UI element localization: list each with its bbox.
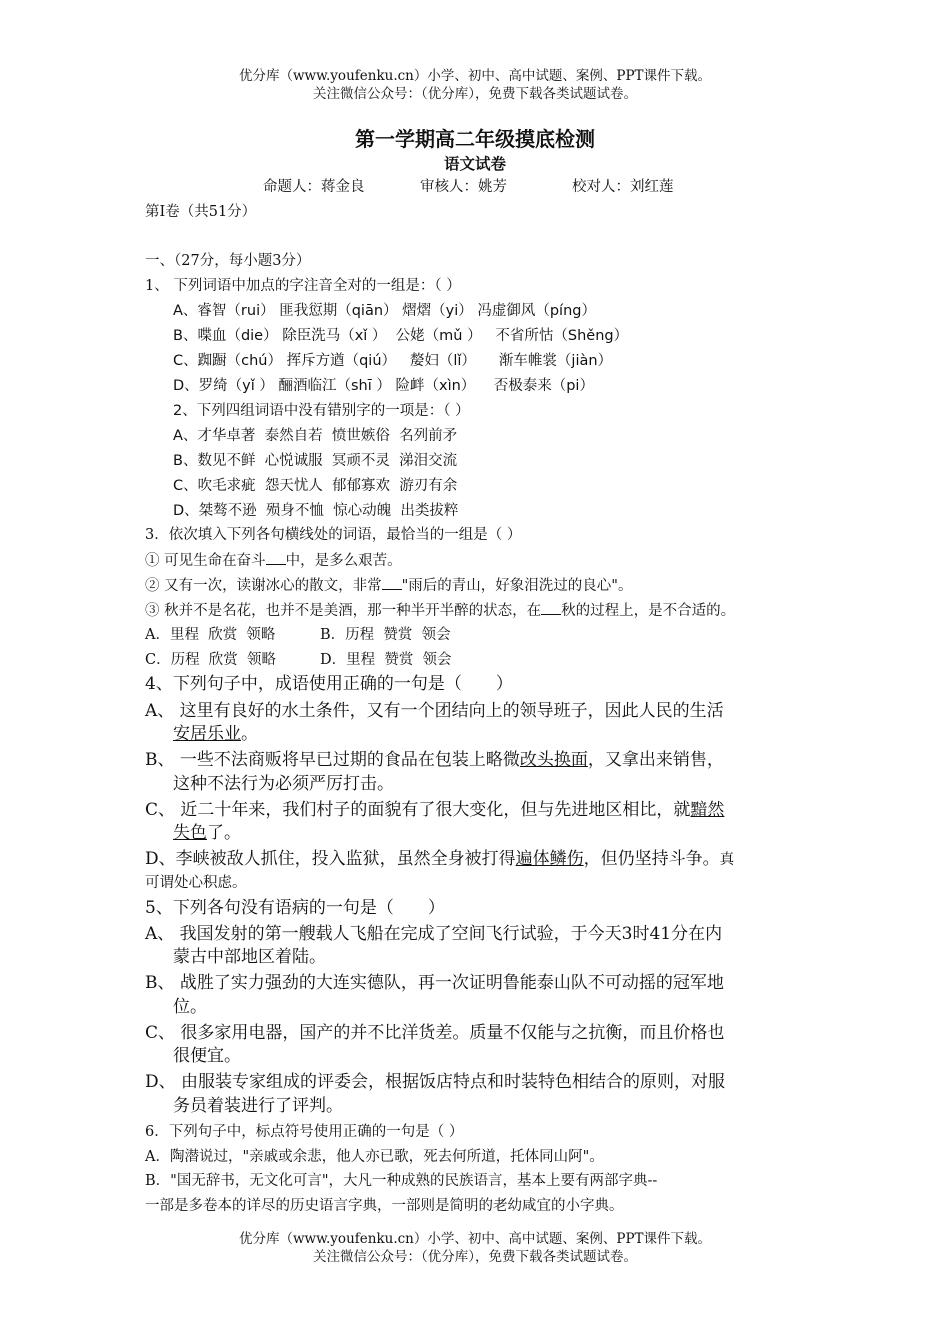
q4-c-end: 了。 bbox=[207, 823, 241, 843]
q5-option-a-line-1: A、 我国发射的第一艘载人飞船在完成了空间飞行试验，于今天3时41分在内 bbox=[145, 924, 723, 944]
q3-sentence-3 bbox=[145, 600, 735, 621]
q5-option-a-line-2: 蒙古中部地区着陆。 bbox=[173, 947, 326, 967]
q4-d-idiom: 遍体鳞伤 bbox=[515, 849, 584, 869]
q4-d-tail-1: 真 bbox=[719, 852, 735, 868]
proofreader: 校对人：刘红莲 bbox=[572, 179, 674, 195]
exam-title: 第一学期高二年级摸底检测 bbox=[355, 127, 595, 151]
q4-b-after: ，又拿出来销售， bbox=[587, 750, 724, 770]
q5-option-c-line-1: C、 很多家用电器，国产的并不比洋货差。质量不仅能与之抗衡，而且价格也 bbox=[145, 1023, 725, 1043]
q3-blank-1 bbox=[266, 550, 286, 565]
footer-line-2: 关注微信公众号：（优分库），免费下载各类试题试卷。 bbox=[313, 1249, 637, 1265]
header-line-2: 关注微信公众号：（优分库），免费下载各类试题试卷。 bbox=[313, 86, 637, 102]
q4-b-before: B、 一些不法商贩将早已过期的食品在包装上略微 bbox=[145, 750, 520, 770]
q3-s1-before: ① 可见生命在奋斗 bbox=[145, 553, 266, 569]
exam-subtitle: 语文试卷 bbox=[443, 154, 506, 173]
q3-s1-after: 中，是多么艰苦。 bbox=[285, 553, 402, 569]
footer-line-1: 优分库（www.youfenku.cn）小学、初中、高中试题、案例、PPT课件下载。 bbox=[238, 1231, 712, 1247]
q3-sentence-1 bbox=[145, 550, 402, 571]
q3-blank-2 bbox=[382, 575, 402, 590]
section-heading: 一、（27分，每小题3分） bbox=[145, 253, 311, 269]
q3-option-b: B．历程 赞赏 领会 bbox=[320, 627, 451, 643]
q4-d-after: ，但仍坚持斗争。 bbox=[583, 849, 720, 869]
q3-s3-before: ③ 秋并不是名花，也并不是美酒，那一种半开半醉的状态，在 bbox=[145, 603, 542, 619]
q4-a-idiom: 安居乐业 bbox=[173, 724, 241, 744]
q5-option-c-line-2: 很便宜。 bbox=[173, 1046, 241, 1066]
q4-c-before: C、 近二十年来，我们村子的面貌有了很大变化，但与先进地区相比，就 bbox=[145, 800, 691, 820]
q4-option-c-line-1 bbox=[145, 799, 724, 821]
reviewer: 审核人：姚芳 bbox=[420, 179, 507, 195]
q4-option-b-line-1 bbox=[145, 749, 724, 771]
q6-option-a: A．陶潜说过，"亲戚或余悲，他人亦已歌，死去何所道，托体同山阿"。 bbox=[145, 1149, 604, 1165]
q4-option-a-line-1: A、 这里有良好的水土条件，又有一个团结向上的领导班子，因此人民的生活 bbox=[145, 701, 724, 721]
q2-stem: 2、下列四组词语中没有错别字的一项是：（ ） bbox=[173, 403, 470, 419]
q5-option-d-line-1: D、 由服装专家组成的评委会，根据饭店特点和时装特色相结合的原则，对服 bbox=[145, 1072, 726, 1092]
q5-option-b-line-2: 位。 bbox=[173, 997, 207, 1017]
author: 命题人：蒋金良 bbox=[263, 179, 365, 195]
q2-option-b: B、数见不鲜 心悦诚服 冥顽不灵 涕泪交流 bbox=[173, 453, 458, 469]
q2-option-a: A、才华卓著 泰然自若 愤世嫉俗 名列前矛 bbox=[173, 428, 458, 444]
q4-option-d-line-1 bbox=[145, 848, 734, 871]
q6-option-b-line-1: B．"国无辞书，无文化可言"，大凡一种成熟的民族语言，基本上要有两部字典-- bbox=[145, 1173, 658, 1189]
q3-blank-3 bbox=[541, 600, 561, 615]
q3-sentence-2 bbox=[145, 575, 632, 596]
q4-option-d-line-2: 可谓处心积虑。 bbox=[145, 875, 247, 891]
q3-s3-after: 秋的过程上，是不合适的。 bbox=[561, 603, 736, 619]
q4-d-before: D、李峡被敌人抓住，投入监狱，虽然全身被打得 bbox=[145, 849, 516, 869]
q5-option-d-line-2: 务员着装进行了评判。 bbox=[173, 1096, 343, 1116]
q3-option-d: D．里程 赞赏 领会 bbox=[320, 652, 452, 668]
volume-heading: 第Ⅰ卷（共51分） bbox=[145, 204, 257, 220]
q3-s2-after: "雨后的青山，好象泪洗过的良心"。 bbox=[401, 578, 633, 594]
q6-stem: 6．下列句子中，标点符号使用正确的一句是（ ） bbox=[145, 1124, 464, 1140]
q4-c-idiom-1: 黯然 bbox=[690, 800, 725, 820]
q1-option-c: C、踟蹰（chú） 挥斥方遒（qiú） 嫠妇（lǐ） 渐车帷裳（jiàn） bbox=[173, 353, 613, 369]
q3-s2-before: ② 又有一次，读谢冰心的散文，非常 bbox=[145, 578, 382, 594]
q4-b-idiom: 改头换面 bbox=[519, 750, 588, 770]
q4-option-a-line-2 bbox=[173, 723, 258, 745]
q1-option-d: D、罗绮（yǐ ） 酾酒临江（shī ） 险衅（xìn） 否极泰来（pi） bbox=[173, 378, 594, 394]
q4-stem: 4、下列句子中，成语使用正确的一句是（ ） bbox=[145, 674, 513, 694]
q2-option-d: D、桀骜不逊 殒身不恤 惊心动魄 出类拔粹 bbox=[173, 503, 459, 519]
q1-stem: 1、 下列词语中加点的字注音全对的一组是：（ ） bbox=[145, 278, 461, 294]
q2-option-c: C、吹毛求疵 怨天忧人 郁郁寡欢 游刃有余 bbox=[173, 478, 458, 494]
q1-option-a: A、睿智（rui） 匪我愆期（qiān） 熠熠（yi） 冯虚御风（píng） bbox=[173, 303, 596, 319]
q5-option-b-line-1: B、 战胜了实力强劲的大连实德队，再一次证明鲁能泰山队不可动摇的冠军地 bbox=[145, 973, 724, 993]
q3-stem: 3．依次填入下列各句横线处的词语，最恰当的一组是（ ） bbox=[145, 527, 522, 543]
header-line-1: 优分库（www.youfenku.cn）小学、初中、高中试题、案例、PPT课件下载。 bbox=[238, 68, 712, 84]
q5-stem: 5、下列各句没有语病的一句是（ ） bbox=[145, 898, 445, 918]
q6-option-b-line-2: 一部是多卷本的详尽的历史语言字典，一部则是简明的老幼咸宜的小字典。 bbox=[145, 1198, 624, 1214]
q1-option-b: B、喋血（die） 除臣洗马（xǐ ） 公姥（mǔ ） 不省所怙（Shěng） bbox=[173, 328, 629, 344]
q3-option-c: C．历程 欣赏 领略 bbox=[145, 652, 277, 668]
q4-a-end: 。 bbox=[241, 724, 258, 744]
q4-option-b-line-2: 这种不法行为必须严厉打击。 bbox=[173, 774, 394, 794]
q4-c-idiom-2: 失色 bbox=[173, 823, 207, 843]
q3-option-a: A．里程 欣赏 领略 bbox=[145, 627, 276, 643]
q4-option-c-line-2 bbox=[173, 822, 241, 844]
